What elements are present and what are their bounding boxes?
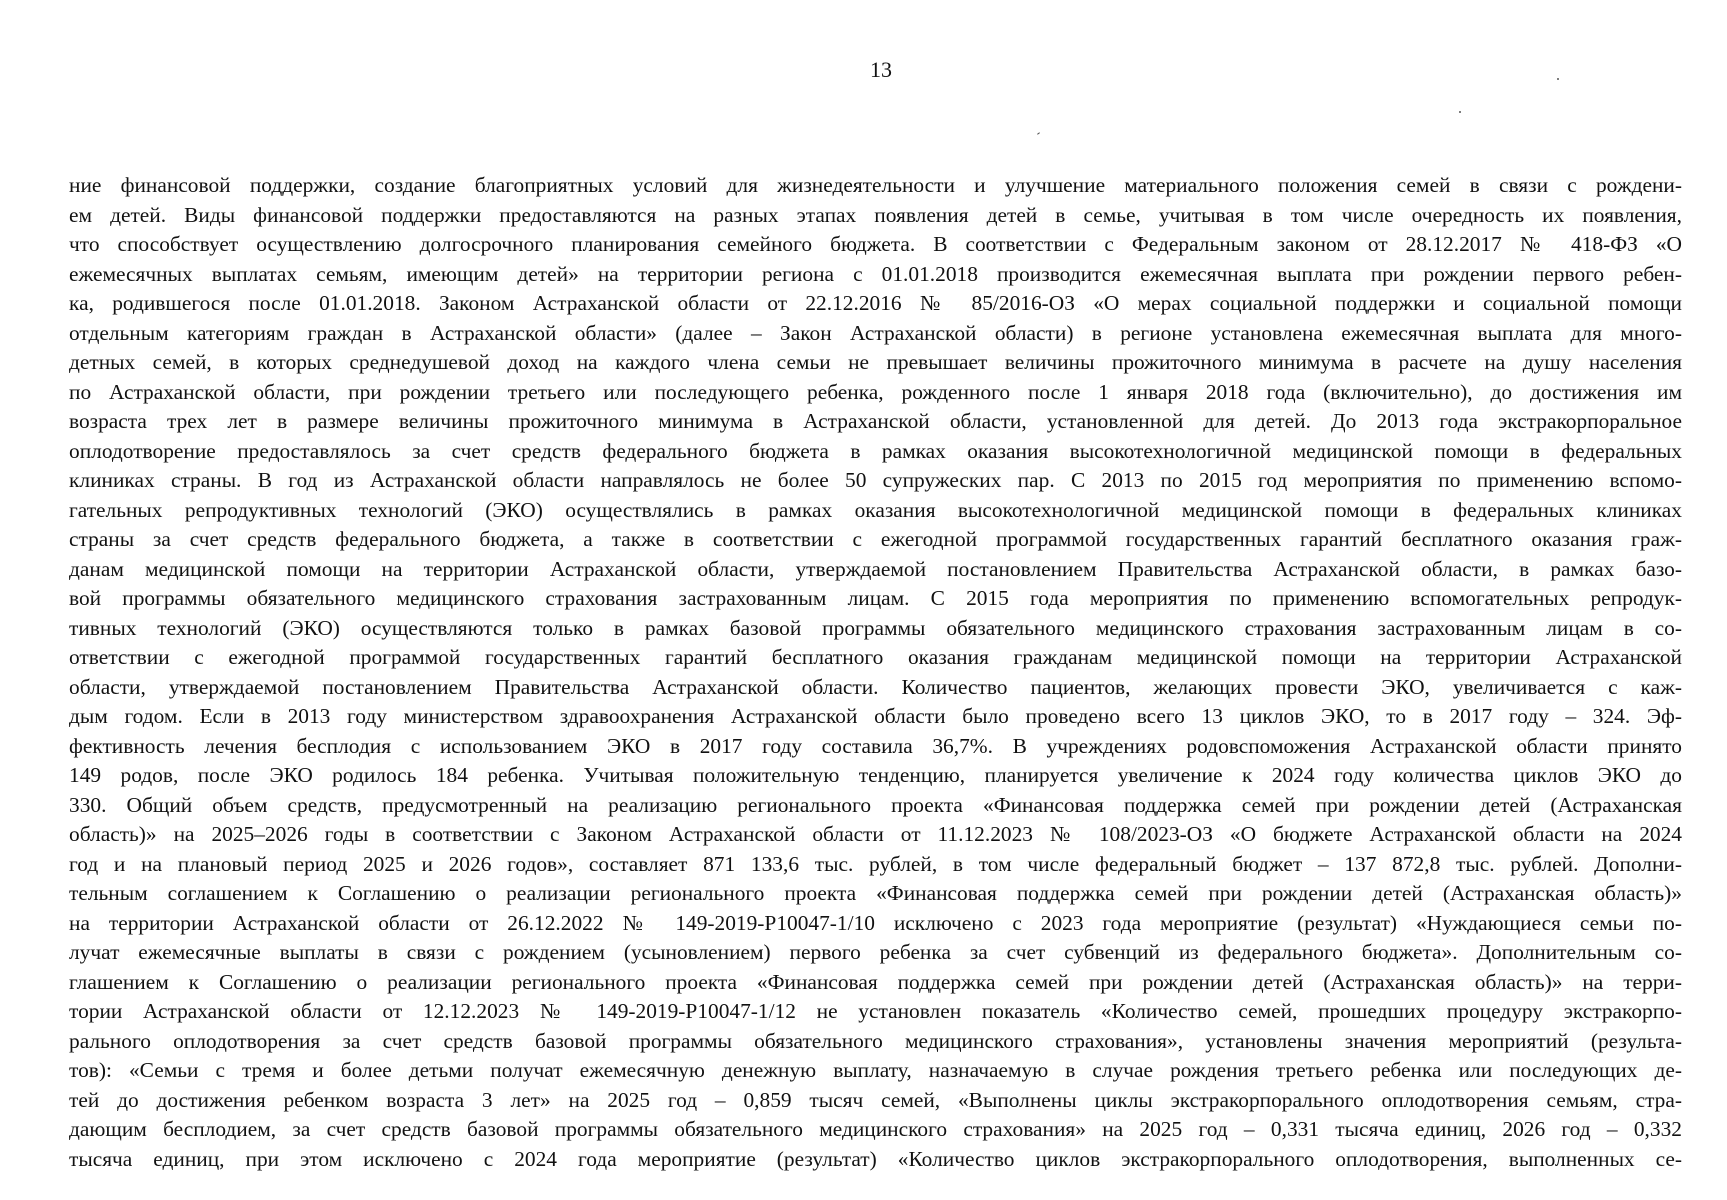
page-number: 13 — [870, 57, 892, 82]
text-line: дающим бесплодием, за счет средств базовой программы обязательного медицинского страхования» на 2025 год – 0,331 тысяча единиц, 2026 год – 0,332 — [69, 1117, 1682, 1141]
text-line: на территории Астраханской области от 26.12.2022 № 149-2019-Р10047-1/10 исключено с 2023 года мероприятие (результат) «Нуждающиеся семьи по- — [69, 910, 1682, 935]
text-line: тов): «Семьи с тремя и более детьми получат ежемесячную денежную выплату, назначаемую в случае рождения третьего ребенка или последующих де- — [69, 1058, 1682, 1082]
scan-speck — [1459, 111, 1461, 113]
text-line: по Астраханской области, при рождении третьего или последующего ребенка, рожденного после 1 января 2018 года (включительно), до достижения им — [69, 379, 1682, 404]
text-line: ответствии с ежегодной программой государственных гарантий бесплатного оказания гражданам медицинской помощи на территории Астраханской — [69, 645, 1682, 669]
text-line: оплодотворение предоставлялось за счет средств федерального бюджета в рамках оказания высокотехнологичной медицинской помощи в федеральных — [69, 438, 1682, 463]
text-line: глашением к Соглашению о реализации регионального проекта «Финансовая поддержка семей при рождении детей (Астраханская область)» на терри- — [69, 969, 1682, 994]
text-line: ние финансовой поддержки, создание благоприятных условий для жизнедеятельности и улучшение материального положения семей в связи с рождени- — [69, 173, 1682, 197]
body-text — [69, 171, 1682, 1174]
text-line: ка, родившегося после 01.01.2018. Законом Астраханской области от 22.12.2016 № 85/2016-ОЗ «О мерах социальной поддержки и социальной помощи — [69, 291, 1682, 315]
text-line: лучат ежемесячные выплаты в связи с рождением (усыновлением) первого ребенка за счет субвенций из федерального бюджета». Дополнительным со- — [69, 940, 1682, 964]
text-line: рального оплодотворения за счет средств базовой программы обязательного медицинского страхования», установлены значения мероприятий (результа- — [69, 1028, 1682, 1053]
text-line: детных семей, в которых среднедушевой доход на каждого члена семьи не превышает величины прожиточного минимума в расчете на душу населения — [69, 350, 1682, 374]
text-line: тысяча единиц, при этом исключено с 2024 года мероприятие (результат) «Количество циклов экстракорпорального оплодотворения, выполненных се- — [69, 1146, 1682, 1171]
text-line: ежемесячных выплатах семьям, имеющим детей» на территории региона с 01.01.2018 производится ежемесячная выплата при рождении первого ребен- — [69, 261, 1682, 286]
text-line: страны за счет средств федерального бюджета, а также в соответствии с ежегодной программой государственных гарантий бесплатного оказания граж- — [69, 527, 1682, 551]
text-line: тории Астраханской области от 12.12.2023 № 149-2019-Р10047-1/12 не установлен показатель «Количество семей, прошедших процедуру экстракорпо- — [69, 999, 1682, 1023]
text-line: данам медицинской помощи на территории Астраханской области, утверждаемой постановлением Правительства Астраханской области, в рамках базо- — [69, 556, 1682, 581]
text-line: 330. Общий объем средств, предусмотренный на реализацию регионального проекта «Финансовая поддержка семей при рождении детей (Астраханская — [69, 792, 1682, 817]
text-line: возраста трех лет в размере величины прожиточного минимума в Астраханской области, установленной для детей. До 2013 года экстракорпоральное — [69, 409, 1682, 433]
text-line: тей до достижения ребенком возраста 3 лет» на 2025 год – 0,859 тысяч семей, «Выполнены циклы экстракорпорального оплодотворения семьям, стра- — [69, 1087, 1682, 1112]
text-line: гательных репродуктивных технологий (ЭКО) осуществлялись в рамках оказания высокотехнологичной медицинской помощи в федеральных клиниках — [69, 497, 1682, 522]
text-line: год и на плановый период 2025 и 2026 годов», составляет 871 133,6 тыс. рублей, в том числе федеральный бюджет – 137 872,8 тыс. рублей. Дополни- — [69, 851, 1682, 876]
text-line: клиниках страны. В год из Астраханской области направлялось не более 50 супружеских пар. С 2013 по 2015 год мероприятия по применению вспомо- — [69, 468, 1682, 492]
text-line: тивных технологий (ЭКО) осуществляются только в рамках базовой программы обязательного медицинского страхования застрахованным лицам в со- — [69, 615, 1682, 640]
text-line: дым годом. Если в 2013 году министерством здравоохранения Астраханской области было проведено всего 13 циклов ЭКО, то в 2017 году – 324. Эф- — [69, 704, 1682, 728]
text-line: вой программы обязательного медицинского страхования застрахованным лицам. С 2015 года мероприятия по применению вспомогательных репродук- — [69, 586, 1682, 610]
scan-speck — [1557, 78, 1559, 80]
text-line: 149 родов, после ЭКО родилось 184 ребенка. Учитывая положительную тенденцию, планируется увеличение к 2024 году количества циклов ЭКО до — [69, 763, 1682, 787]
text-line: отдельным категориям граждан в Астраханской области» (далее – Закон Астраханской области) в регионе установлена ежемесячная выплата для много- — [69, 320, 1682, 345]
text-line: области, утверждаемой постановлением Правительства Астраханской области. Количество пациентов, желающих провести ЭКО, увеличивается с каж- — [69, 674, 1682, 699]
scan-speck — [1037, 132, 1040, 135]
text-line: область)» на 2025–2026 годы в соответствии с Законом Астраханской области от 11.12.2023 № 108/2023-ОЗ «О бюджете Астраханской области на 2024 — [69, 822, 1682, 846]
text-line: что способствует осуществлению долгосрочного планирования семейного бюджета. В соответствии с Федеральным законом от 28.12.2017 № 418-ФЗ «О — [69, 232, 1682, 256]
text-line: тельным соглашением к Соглашению о реализации регионального проекта «Финансовая поддержка семей при рождении детей (Астраханская область)» — [69, 881, 1682, 905]
text-line: фективность лечения бесплодия с использованием ЭКО в 2017 году составила 36,7%. В учреждениях родовспоможения Астраханской области принято — [69, 733, 1682, 758]
text-line: ем детей. Виды финансовой поддержки предоставляются на разных этапах появления детей в семье, учитывая в том числе очередность их появления, — [69, 202, 1682, 227]
